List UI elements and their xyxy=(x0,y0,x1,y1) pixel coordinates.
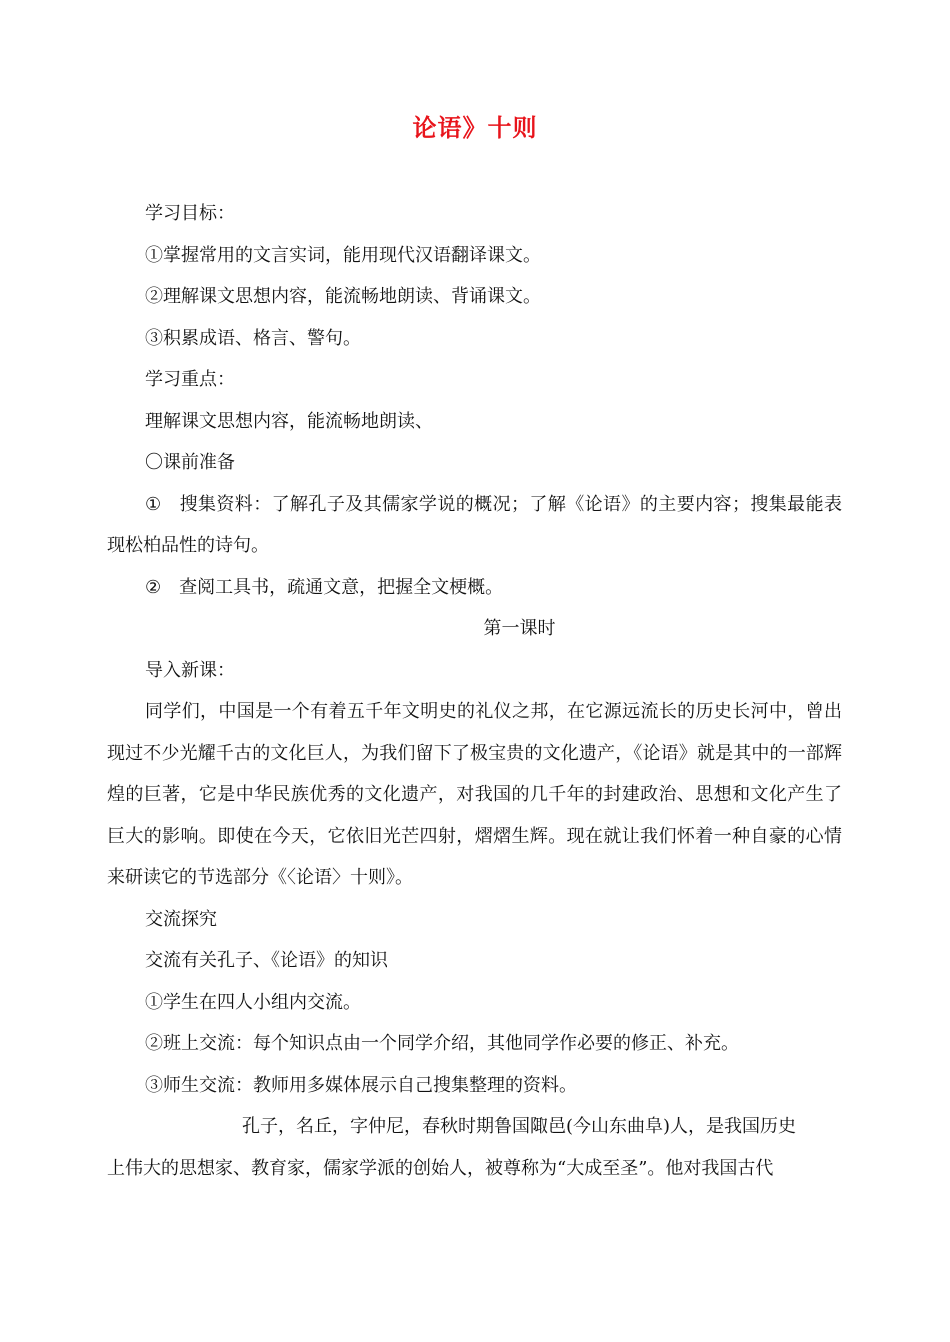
objective-item-2: ②理解课文思想内容，能流畅地朗读、背诵课文。 xyxy=(145,286,541,307)
explore-heading: 交流探究 xyxy=(145,908,217,930)
intro-heading: 导入新课： xyxy=(145,659,235,681)
prep-item-2 xyxy=(107,567,842,609)
explore-item-2: ②班上交流：每个知识点由一个同学介绍，其他同学作必要的修正、补充。 xyxy=(145,1033,739,1054)
prep-item-1-number: ① xyxy=(145,493,162,515)
prep-item-2-number: ② xyxy=(145,576,162,598)
prep-item-1 xyxy=(107,484,842,567)
prep-heading: 〇课前准备 xyxy=(145,452,235,473)
explore-item-3: ③师生交流：教师用多媒体展示自己搜集整理的资料。 xyxy=(145,1074,577,1096)
objectives-heading: 学习目标： xyxy=(145,203,235,224)
explore-subheading: 交流有关孔子、《论语》的知识 xyxy=(145,950,388,971)
focus-heading: 学习重点： xyxy=(145,369,235,390)
lesson-heading: 第一课时 xyxy=(483,618,556,639)
document-title: 论语》十则 xyxy=(412,114,538,142)
prep-item-2-text: 查阅工具书，疏通文意，把握全文梗概。 xyxy=(179,576,504,598)
document-body xyxy=(107,193,842,1189)
focus-text: 理解课文思想内容，能流畅地朗读、 xyxy=(145,410,433,432)
objective-item-1: ①掌握常用的文言实词，能用现代汉语翻译课文。 xyxy=(145,244,541,266)
explore-item-1: ①学生在四人小组内交流。 xyxy=(145,991,361,1013)
confucius-text-line-2: 上伟大的思想家、教育家，儒家学派的创始人，被尊称为“大成至圣”。他对我国古代 xyxy=(107,1157,774,1179)
confucius-text-line-1: 孔子，名丘，字仲尼，春秋时期鲁国陬邑(今山东曲阜)人，是我国历史 xyxy=(242,1116,797,1137)
objective-item-3: ③积累成语、格言、警句。 xyxy=(145,327,361,349)
intro-paragraph: 同学们，中国是一个有着五千年文明史的礼仪之邦，在它源远流长的历史长河中，曾出现过不少光耀千古的文化巨人，为我们留下了极宝贵的文化遗产，《论语》就是其中的一部辉煌的巨著，它是中华民族优秀的文化遗产，对我国的几千年的封建政治、思想和文化产生了巨大的影响。即使在今天，它依旧光芒四射，熠熠生辉。现在就让我们怀着一种自豪的心情来研读它的节选部分《〈论语〉十则》。 xyxy=(107,701,842,888)
prep-item-1-text: 搜集资料：了解孔子及其儒家学说的概况；了解《论语》的主要内容；搜集最能表现松柏品性的诗句。 xyxy=(107,493,843,556)
